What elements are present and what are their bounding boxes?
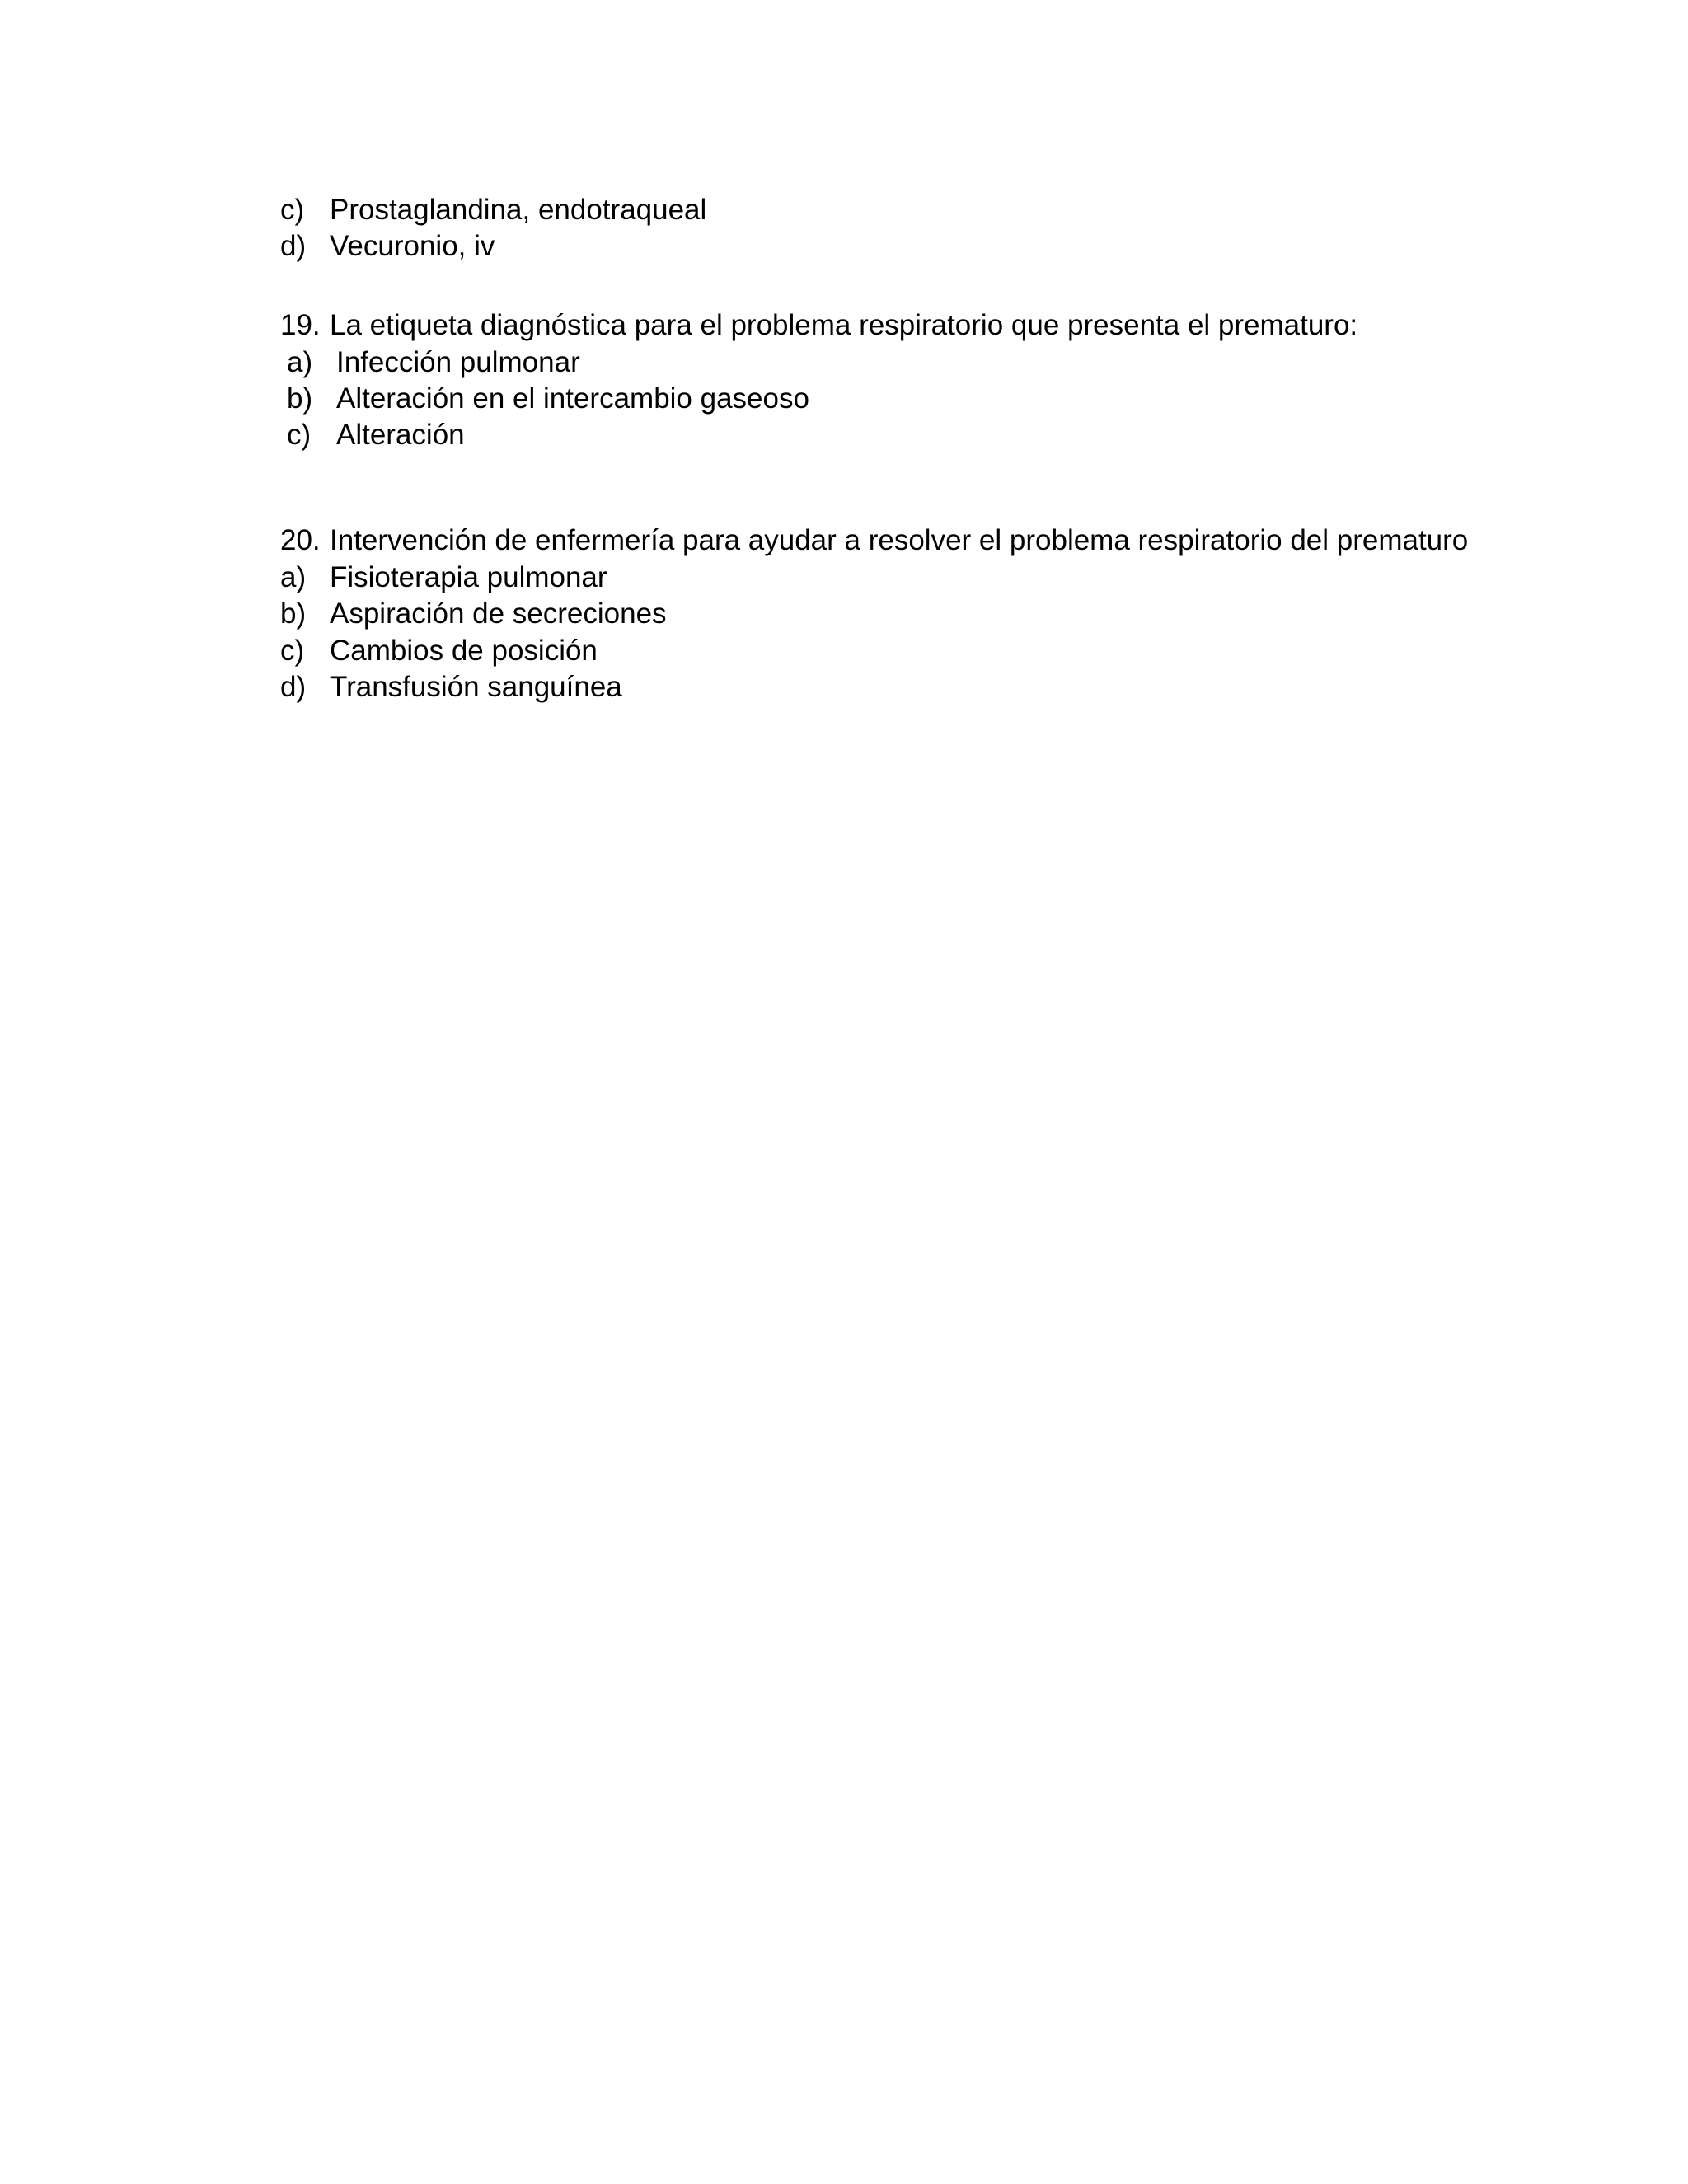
option-marker: d) [280,230,307,262]
option-marker: b) [287,382,313,415]
question-number: 19. [280,309,321,341]
option-marker: c) [280,635,305,667]
option-text: Alteración en el intercambio gaseoso [336,382,809,415]
question-text: Intervención de enfermería para ayudar a resolver el problema respiratorio del prematuro [330,524,1469,556]
option-marker: d) [280,671,307,703]
option-text: Prostaglandina, endotraqueal [330,194,707,226]
option-marker: c) [287,419,312,451]
option-text: Transfusión sanguínea [330,671,622,703]
option-marker: a) [287,346,313,378]
question-number: 20. [280,524,321,556]
option-text: Fisioterapia pulmonar [330,561,607,593]
option-text: Alteración [336,419,465,451]
option-text: Vecuronio, iv [330,230,495,262]
option-text: Aspiración de secreciones [330,598,667,630]
question-text: La etiqueta diagnóstica para el problema respiratorio que presenta el prematuro: [330,309,1358,341]
option-text: Cambios de posición [330,635,598,667]
option-marker: b) [280,598,307,630]
option-text: Infección pulmonar [336,346,580,378]
option-marker: a) [280,561,307,593]
option-marker: c) [280,194,305,226]
